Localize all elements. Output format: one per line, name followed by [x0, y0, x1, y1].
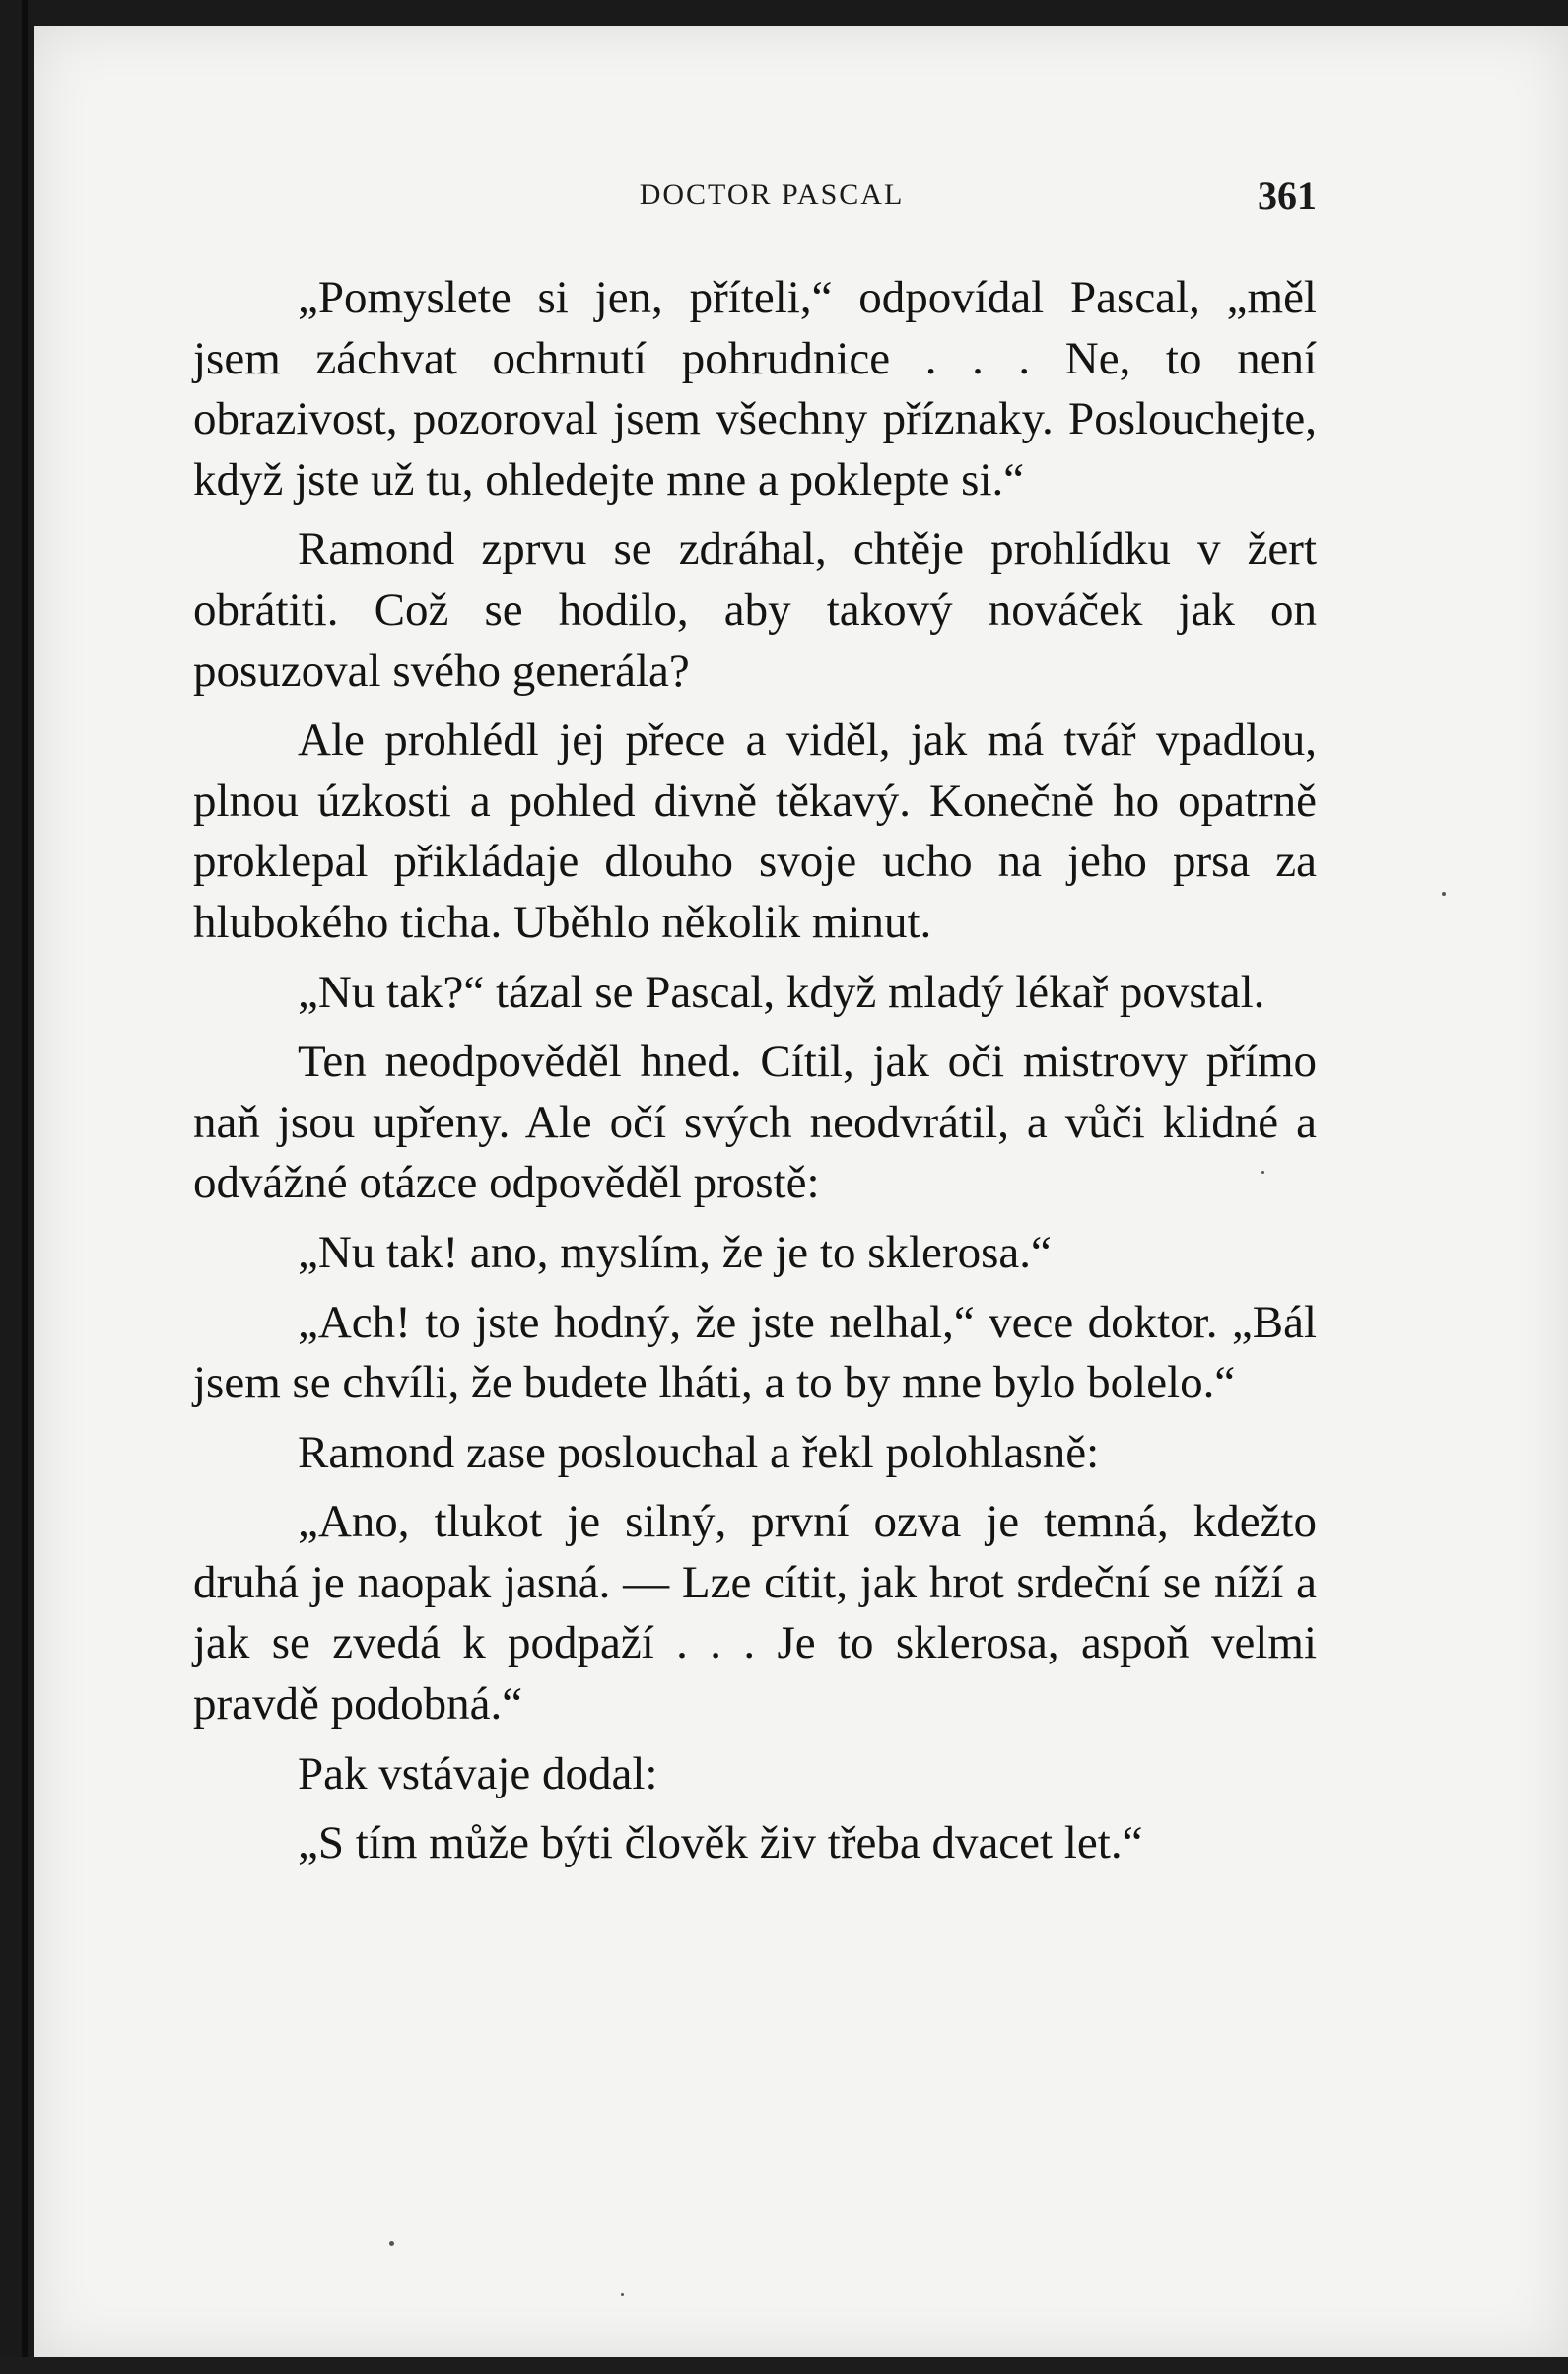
print-speck — [389, 2241, 394, 2246]
paragraph: Ramond zprvu se zdráhal, chtěje prohlídku v žert obrátiti. Což se hodilo, aby takový nováček jak on posuzoval svého generála? — [193, 523, 1317, 697]
body-text — [193, 268, 1317, 1883]
bottom-edge — [0, 2357, 1568, 2374]
paragraph: „Nu tak?“ tázal se Pascal, když mladý lékař povstal. — [298, 966, 1265, 1018]
paragraph: Pak vstávaje dodal: — [298, 1747, 658, 1799]
paragraph: „Nu tak! ano, myslím, že je to sklerosa.“ — [298, 1226, 1052, 1278]
paragraph: Ale prohlédl jej přece a viděl, jak má tvář vpadlou, plnou úzkosti a pohled divně těkavý. Konečně ho opatrně proklepal přikládaje dlouho svoje ucho na jeho prsa za hlubokého ticha. Uběhlo několik minut. — [193, 714, 1317, 948]
print-speck — [1442, 892, 1446, 896]
running-title: DOCTOR PASCAL — [639, 178, 905, 211]
paragraph: Ten neodpověděl hned. Cítil, jak oči mistrovy přímo naň jsou upřeny. Ale očí svých neodvrátil, a vůči klidné a odvážné otázce odpověděl prostě: — [193, 1036, 1317, 1209]
paragraph: „Ano, tlukot je silný, první ozva je temná, kdežto druhá je naopak jasná. — Lze cítit, jak hrot srdeční se níží a jak se zvedá k podpaží . . . Je to sklerosa, aspoň velmi pravdě podobná.“ — [193, 1496, 1317, 1730]
paragraph: „S tím může býti člověk živ třeba dvacet let.“ — [298, 1817, 1143, 1869]
print-speck — [621, 2293, 624, 2296]
binding-edge — [22, 0, 28, 2374]
paragraph: Ramond zase poslouchal a řekl polohlasně: — [298, 1426, 1100, 1478]
running-head — [197, 172, 1317, 222]
page-number: 361 — [1258, 173, 1317, 218]
paragraph: „Ach! to jste hodný, že jste nelhal,“ vece doktor. „Bál jsem se chvíli, že budete lháti, a to by mne bylo bolelo.“ — [193, 1296, 1317, 1409]
paragraph: „Pomyslete si jen, příteli,“ odpovídal Pascal, „měl jsem záchvat ochrnutí pohrudnice . . . Ne, to není obrazivost, pozoroval jsem všechny příznaky. Poslouchejte, když jste už tu, ohledejte mne a poklepte si.“ — [193, 272, 1317, 506]
